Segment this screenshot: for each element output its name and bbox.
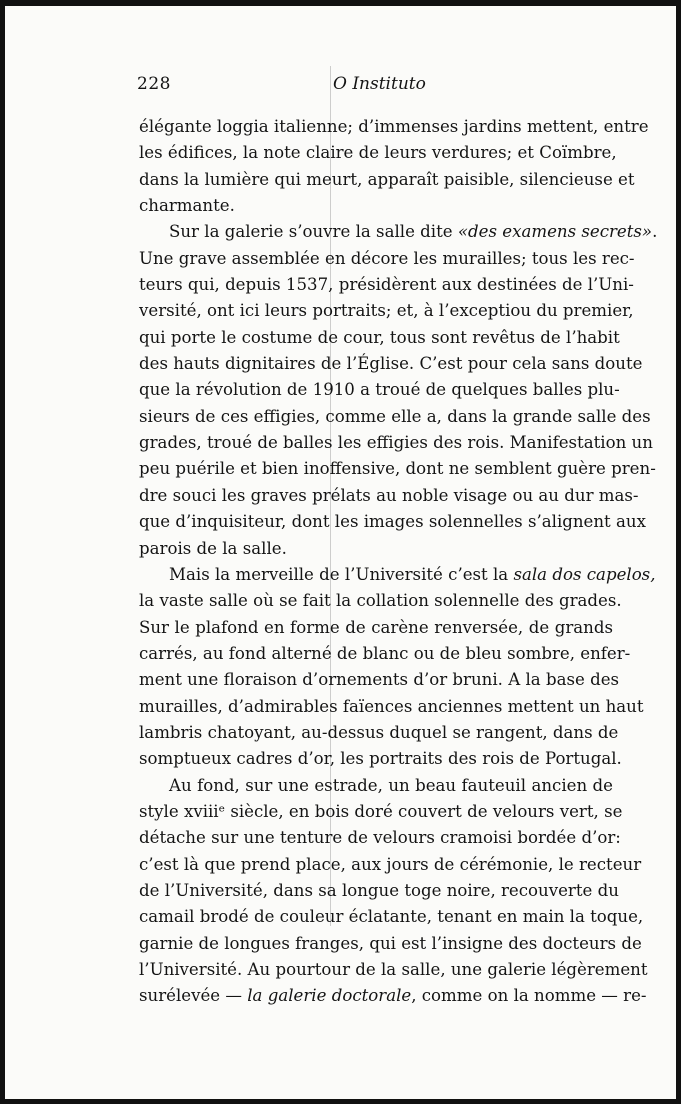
running-title: O Instituto [333,74,426,94]
text-run: qui porte le costume de cour, tous sont revêtus de l’habit [139,327,620,347]
text-line [139,114,649,140]
text-run: , comme on la nomme — re- [411,986,647,1006]
text-run: camail brodé de couleur éclatante, tenant en main la toque, [139,907,644,927]
text-run: la vaste salle où se fait la collation solennelle des grades. [139,591,622,611]
text-line [139,219,658,245]
text-line [139,272,634,298]
text-line [139,615,613,641]
text-line [139,193,613,219]
text-run: peu puérile et bien inoffensive, dont ne semblent guère pren- [139,459,656,479]
text-line [139,799,623,825]
text-run: surélevée — [139,986,248,1006]
text-line [139,140,617,166]
text-run: carrés, au fond alterné de blanc ou de bleu sombre, enfer- [139,643,631,663]
text-run: Mais la merveille de l’Université c’est la [169,564,514,584]
text-line [139,246,635,272]
paragraph [139,114,649,219]
text-line [139,377,620,403]
text-line [139,351,643,377]
text-run: lambris chatoyant, au-dessus duquel se rangent, dans de [139,722,619,742]
text-line [139,536,613,562]
text-run: charmante. [139,196,235,216]
page-header [133,68,613,98]
text-run: ment une floraison d’ornements d’or bruni. A la base des [139,670,620,690]
text-line [139,694,644,720]
text-line [139,456,656,482]
text-run: Une grave assemblée en décore les murailles; tous les rec- [139,248,635,268]
text-line [139,588,622,614]
text-line [139,746,622,772]
text-line [139,325,620,351]
body-text [139,114,658,1010]
text-run: c’est là que prend place, aux jours de cérémonie, le recteur [139,854,642,874]
text-run: parois de la salle. [139,538,287,558]
paragraph [139,219,658,561]
text-run: l’Université. Au pourtour de la salle, une galerie légèrement [139,960,648,979]
text-line [139,404,651,430]
text-line [139,957,648,983]
text-line [139,667,620,693]
text-run: élégante loggia italienne; d’immenses jardins mettent, entre [139,117,649,136]
paragraph [139,773,648,1010]
text-line [139,904,644,930]
paragraph [139,562,656,773]
text-run: de l’Université, dans sa longue toge noire, recouverte du [139,880,619,900]
text-run: sieurs de ces effigies, comme elle a, dans la grande salle des [139,406,651,426]
text-run: Au fond, sur une estrade, un beau fauteuil ancien de [169,775,613,795]
text-run: murailles, d’admirables faïences anciennes mettent un haut [139,696,644,716]
text-line [139,825,621,851]
italic-text: sala dos capelos, [513,564,656,584]
text-line [139,878,619,904]
text-run: versité, ont ici leurs portraits; et, à l’exceptiou du premier, [139,301,634,321]
text-run: détache sur une tenture de velours cramoisi bordée d’or: [139,828,621,848]
italic-text: la galerie doctorale [247,986,412,1006]
text-run: style xviiiᵉ siècle, en bois doré couvert de velours vert, se [139,801,623,821]
page-number: 228 [137,74,171,94]
italic-text: «des examens secrets» [457,222,653,242]
text-run: Sur la galerie s’ouvre la salle dite [169,222,458,242]
text-run: somptueux cadres d’or, les portraits des rois de Portugal. [139,749,622,769]
text-line [139,641,631,667]
text-run: grades, troué de balles les effigies des rois. Manifestation un [139,433,653,453]
text-line [139,430,653,456]
text-line [139,931,642,957]
text-run: les édifices, la note claire de leurs verdures; et Coïmbre, [139,143,617,163]
text-run: teurs qui, depuis 1537, présidèrent aux destinées de l’Uni- [139,275,634,295]
text-line [139,167,635,193]
text-line [139,720,619,746]
text-run: que la révolution de 1910 a troué de quelques balles plu- [139,380,620,400]
text-run: . [652,222,658,242]
text-run: dre souci les graves prélats au noble visage ou au dur mas- [139,485,639,505]
text-run: dans la lumière qui meurt, apparaît paisible, silencieuse et [139,169,635,189]
text-line [139,562,656,588]
text-line [139,852,642,878]
text-run: Sur le plafond en forme de carène renversée, de grands [139,617,613,637]
text-line [139,773,613,799]
text-line [139,298,634,324]
text-line [139,509,646,535]
text-run: garnie de longues franges, qui est l’insigne des docteurs de [139,933,642,953]
text-run: que d’inquisiteur, dont les images solennelles s’alignent aux [139,512,646,532]
text-run: des hauts dignitaires de l’Église. C’est pour cela sans doute [139,354,643,374]
text-line [139,483,639,509]
text-line [139,983,647,1009]
